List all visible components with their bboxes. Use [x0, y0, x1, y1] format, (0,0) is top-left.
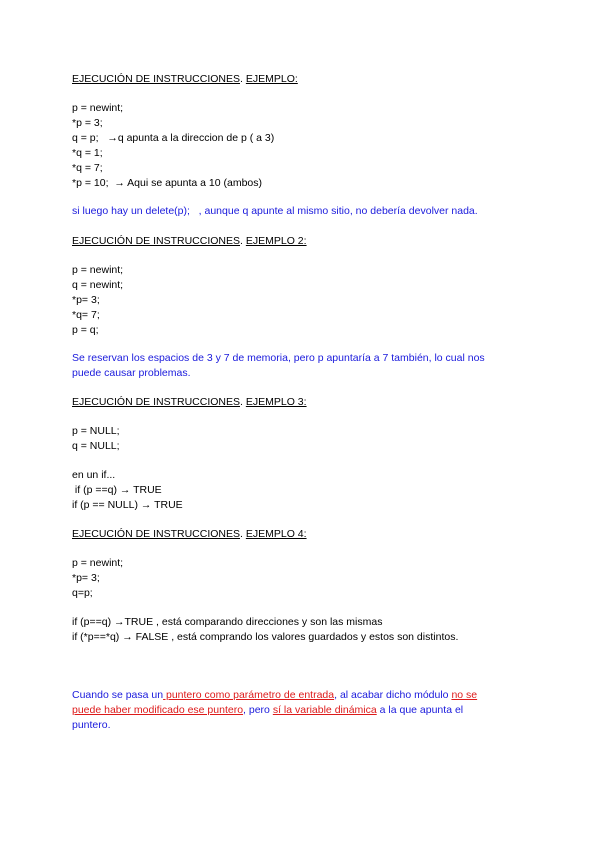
section-4-heading: EJECUCIÓN DE INSTRUCCIONES. EJEMPLO 4: [72, 528, 307, 540]
code-line: en un if... [72, 469, 116, 481]
code-line: p = NULL; [72, 425, 120, 437]
code-line: p = newint; [72, 264, 124, 276]
code-line: if (p==q) →TRUE , está comparando direcciones y son las mismas [72, 616, 383, 628]
code-line: q = p; →q apunta a la direccion de p ( a 3) [72, 132, 275, 144]
code-line: q=p; [72, 587, 93, 599]
code-line: p = newint; [72, 557, 124, 569]
code-line: *p= 3; [72, 572, 100, 584]
note-text: si luego hay un delete(p); , aunque q apunte al mismo sitio, no debería devolver nada. [72, 205, 478, 217]
section-2-heading: EJECUCIÓN DE INSTRUCCIONES. EJEMPLO 2: [72, 235, 307, 247]
code-line: p = q; [72, 324, 99, 336]
code-line: *p= 3; [72, 294, 100, 306]
final-paragraph-line: puntero. [72, 719, 111, 731]
code-line: *q = 7; [72, 162, 103, 174]
code-line: q = newint; [72, 279, 124, 291]
note-text: Se reservan los espacios de 3 y 7 de memoria, pero p apuntaría a 7 también, lo cual nos [72, 352, 485, 364]
code-line: if (p ==q) → TRUE [72, 484, 162, 496]
note-text: puede causar problemas. [72, 367, 191, 379]
section-3-heading: EJECUCIÓN DE INSTRUCCIONES. EJEMPLO 3: [72, 396, 307, 408]
section-1-heading: EJECUCIÓN DE INSTRUCCIONES. EJEMPLO: [72, 73, 298, 85]
final-paragraph-line: puede haber modificado ese puntero, pero sí la variable dinámica a la que apunta el [72, 704, 464, 716]
code-line: if (p == NULL) → TRUE [72, 499, 183, 511]
code-line: *p = 3; [72, 117, 103, 129]
code-line: *q= 7; [72, 309, 100, 321]
code-line: q = NULL; [72, 440, 120, 452]
code-line: *q = 1; [72, 147, 103, 159]
final-paragraph-line: Cuando se pasa un puntero como parámetro de entrada, al acabar dicho módulo no se [72, 689, 478, 701]
code-line: if (*p==*q) → FALSE , está comprando los valores guardados y estos son distintos. [72, 631, 459, 643]
code-line: *p = 10; → Aqui se apunta a 10 (ambos) [72, 177, 262, 189]
code-line: p = newint; [72, 102, 124, 114]
